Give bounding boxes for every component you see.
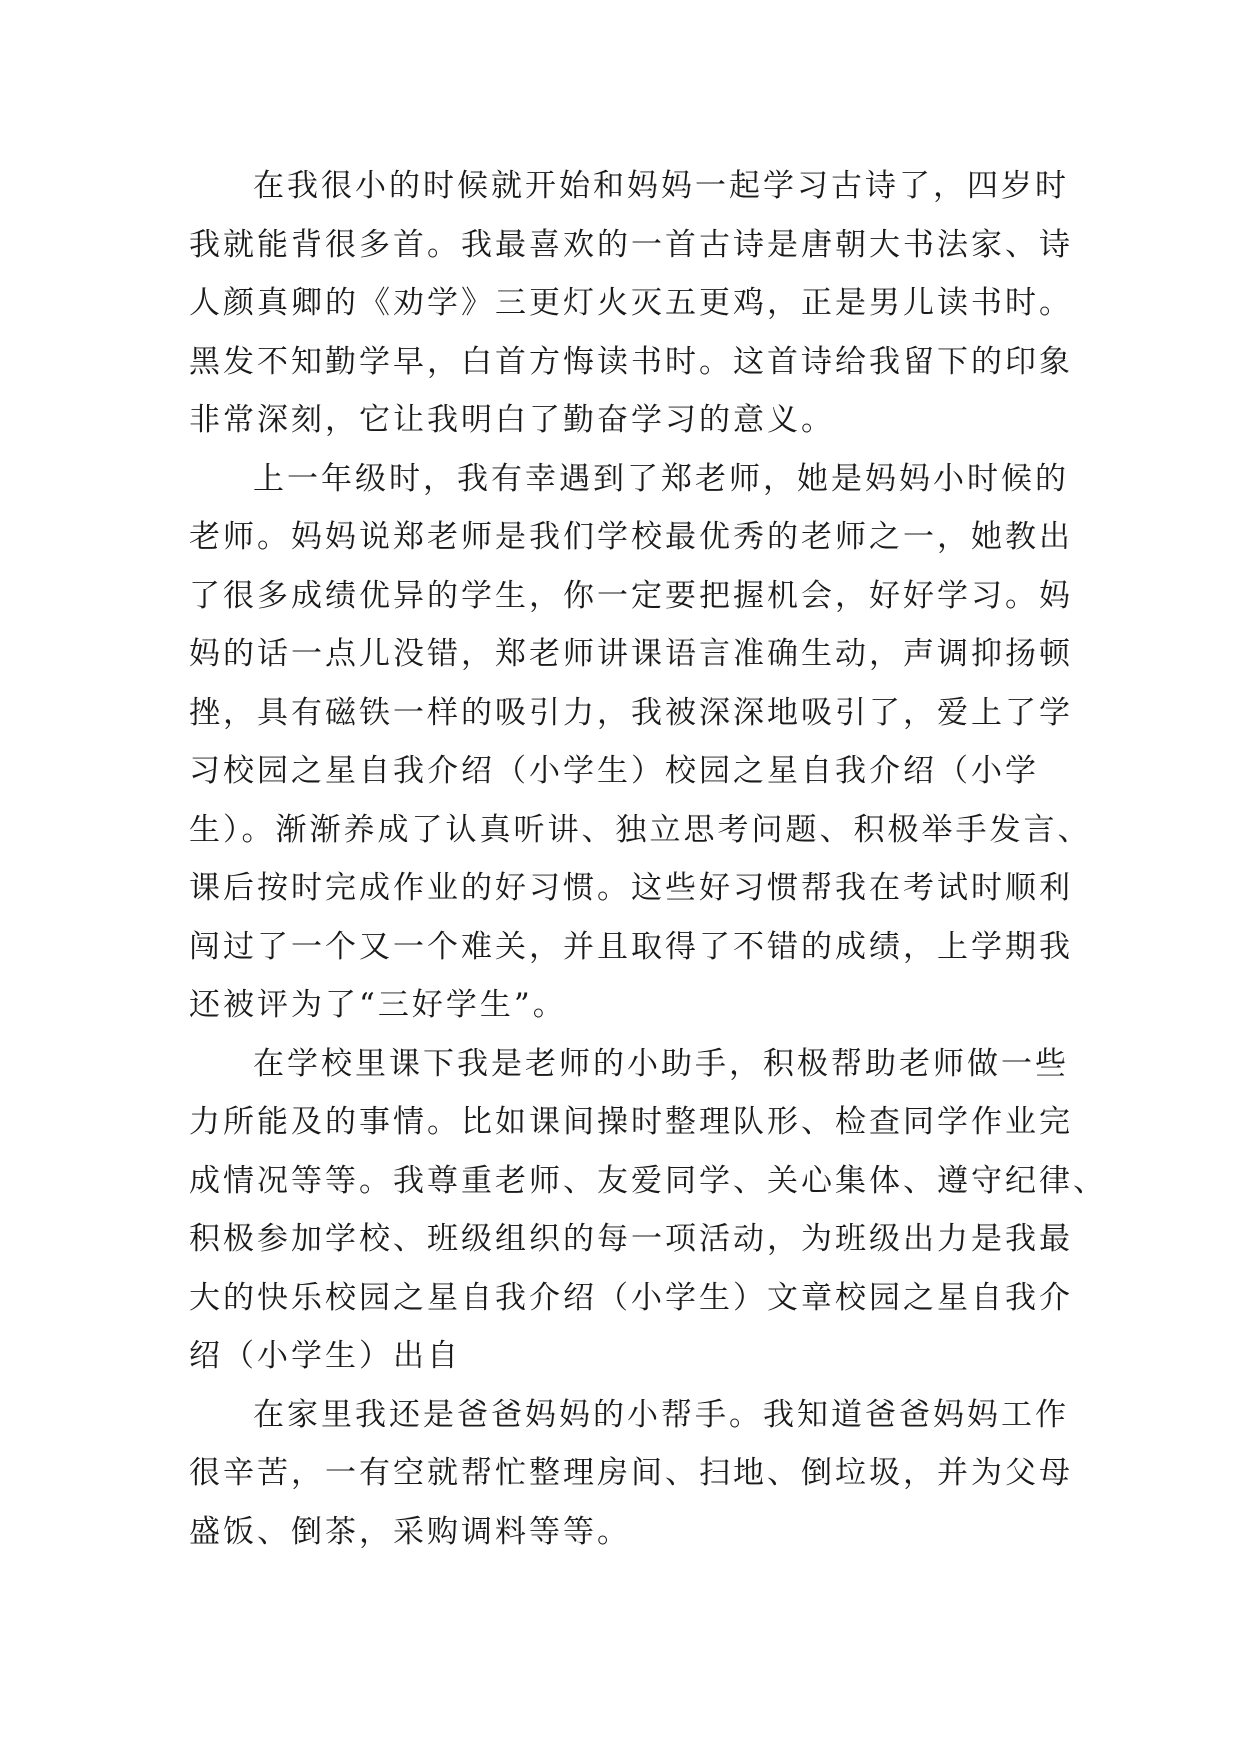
text-line: 盛饭、倒茶，采购调料等等。 [189, 1513, 631, 1550]
text-line: 成情况等等。我尊重老师、友爱同学、关心集体、遵守纪律、 [189, 1162, 1107, 1199]
text-line: 在学校里课下我是老师的小助手，积极帮助老师做一些 [253, 1045, 1069, 1082]
text-line: 挫，具有磁铁一样的吸引力，我被深深地吸引了，爱上了学 [189, 694, 1073, 731]
text-line: 非常深刻，它让我明白了勤奋学习的意义。 [189, 402, 835, 438]
text-line: 在家里我还是爸爸妈妈的小帮手。我知道爸爸妈妈工作 [253, 1396, 1069, 1433]
paragraph [189, 1035, 1107, 1386]
text-line: 我就能背很多首。我最喜欢的一首古诗是唐朝大书法家、诗 [189, 226, 1073, 263]
paragraph [189, 1386, 1073, 1562]
text-line: 老师。妈妈说郑老师是我们学校最优秀的老师之一，她教出 [189, 519, 1073, 555]
text-line: 了很多成绩优异的学生，你一定要把握机会，好好学习。妈 [189, 577, 1073, 614]
text-line: 闯过了一个又一个难关，并且取得了不错的成绩，上学期我 [189, 928, 1073, 965]
text-line: 上一年级时，我有幸遇到了郑老师，她是妈妈小时候的 [253, 460, 1069, 497]
text-line: 黑发不知勤学早，白首方悔读书时。这首诗给我留下的印象 [189, 343, 1073, 380]
text-line: 力所能及的事情。比如课间操时整理队形、检查同学作业完 [189, 1104, 1073, 1140]
text-line: 妈的话一点儿没错，郑老师讲课语言准确生动，声调抑扬顿 [189, 636, 1073, 672]
text-line: 生）。渐渐养成了认真听讲、独立思考问题、积极举手发言、 [189, 811, 1092, 848]
text-line: 绍（小学生）出自 [189, 1338, 461, 1374]
document-body [189, 157, 1107, 1561]
paragraph [189, 157, 1073, 450]
text-line: 人颜真卿的《劝学》三更灯火灭五更鸡，正是男儿读书时。 [189, 285, 1073, 321]
text-line: 大的快乐校园之星自我介绍（小学生）文章校园之星自我介 [189, 1279, 1073, 1316]
paragraph [189, 450, 1092, 1035]
text-line: 还被评为了“三好学生”。 [189, 987, 567, 1023]
text-line: 很辛苦，一有空就帮忙整理房间、扫地、倒垃圾，并为父母 [189, 1455, 1073, 1491]
text-line: 在我很小的时候就开始和妈妈一起学习古诗了，四岁时 [253, 168, 1069, 204]
text-line: 习校园之星自我介绍（小学生）校园之星自我介绍（小学 [189, 753, 1039, 789]
text-line: 课后按时完成作业的好习惯。这些好习惯帮我在考试时顺利 [189, 870, 1073, 906]
text-line: 积极参加学校、班级组织的每一项活动，为班级出力是我最 [189, 1221, 1073, 1257]
